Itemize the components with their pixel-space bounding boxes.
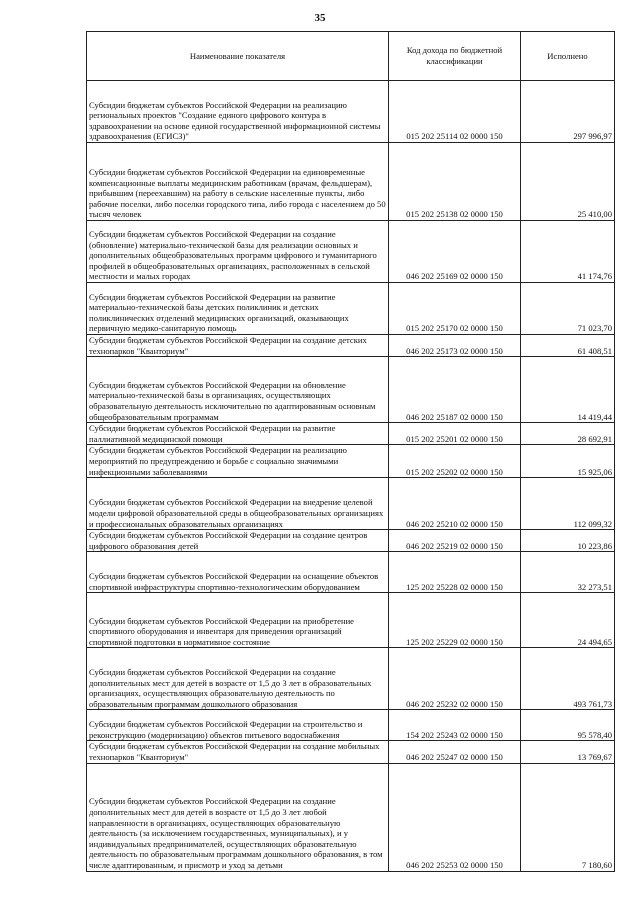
row-code: 046 202 25219 02 0000 150 [389, 530, 521, 552]
row-value: 41 174,76 [521, 221, 615, 283]
table-row [87, 283, 615, 335]
table-row [87, 741, 615, 763]
row-code: 015 202 25114 02 0000 150 [389, 81, 521, 143]
row-name: Субсидии бюджетам субъектов Российской Федерации на единовременные компенсационные выплаты медицинским работникам (врачам, фельдшерам), прибывшим (переехавшим) на работу в сельские населенные пункты, либо рабочие поселки, либо поселки городского типа, либо города с населением до 50 тысяч человек [87, 143, 389, 221]
row-name: Субсидии бюджетам субъектов Российской Федерации на приобретение спортивного оборудования и инвентаря для приведения организаций спортивной подготовки в нормативное состояние [87, 593, 389, 648]
row-name: Субсидии бюджетам субъектов Российской Федерации на оснащение объектов спортивной инфраструктуры спортивно-технологическим оборудованием [87, 552, 389, 593]
row-code: 015 202 25201 02 0000 150 [389, 423, 521, 445]
row-code: 015 202 25138 02 0000 150 [389, 143, 521, 221]
table-row [87, 143, 615, 221]
row-value: 112 099,32 [521, 478, 615, 530]
table-row [87, 648, 615, 710]
row-code: 046 202 25232 02 0000 150 [389, 648, 521, 710]
row-value: 25 410,00 [521, 143, 615, 221]
row-name: Субсидии бюджетам субъектов Российской Федерации на развитие материально-технической базы детских поликлиник и детских поликлинических отделений медицинских организаций, оказывающих первичную медико-санитарную помощь [87, 283, 389, 335]
row-value: 71 023,70 [521, 283, 615, 335]
table-row [87, 530, 615, 552]
table-row [87, 710, 615, 741]
row-code: 125 202 25228 02 0000 150 [389, 552, 521, 593]
row-value: 14 419,44 [521, 357, 615, 423]
table-row [87, 81, 615, 143]
row-value: 15 925,06 [521, 445, 615, 478]
header-value: Исполнено [521, 32, 615, 81]
row-name: Субсидии бюджетам субъектов Российской Федерации на создание (обновление) материально-технической базы для реализации основных и дополнительных общеобразовательных программ цифрового и гуманитарного профилей в общеобразовательных организациях, расположенных в сельской местности и малых городах [87, 221, 389, 283]
row-code: 154 202 25243 02 0000 150 [389, 710, 521, 741]
row-code: 046 202 25253 02 0000 150 [389, 763, 521, 871]
row-name: Субсидии бюджетам субъектов Российской Федерации на развитие паллиативной медицинской помощи [87, 423, 389, 445]
row-code: 125 202 25229 02 0000 150 [389, 593, 521, 648]
row-name: Субсидии бюджетам субъектов Российской Федерации на реализацию региональных проектов "Создание единого цифрового контура в здравоохранении на основе единой государственной информационной системы здравоохранения (ЕГИСЗ)" [87, 81, 389, 143]
row-name: Субсидии бюджетам субъектов Российской Федерации на создание дополнительных мест для детей в возрасте от 1,5 до 3 лет любой направленности в организациях, осуществляющих образовательную деятельность (за исключением государственных, муниципальных), и у индивидуальных предпринимателей, осуществляющих образовательную деятельность по образовательным программам дошкольного образования, в том числе адаптированным, и присмотр и уход за детьми [87, 763, 389, 871]
row-value: 24 494,65 [521, 593, 615, 648]
row-value: 61 408,51 [521, 335, 615, 357]
page-number: 35 [314, 12, 326, 24]
row-value: 493 761,73 [521, 648, 615, 710]
row-value: 28 692,91 [521, 423, 615, 445]
table-row [87, 445, 615, 478]
row-name: Субсидии бюджетам субъектов Российской Федерации на создание мобильных технопарков "Кванториум" [87, 741, 389, 763]
table-row [87, 763, 615, 871]
row-value: 7 180,60 [521, 763, 615, 871]
table-row [87, 335, 615, 357]
table-row [87, 552, 615, 593]
row-code: 015 202 25202 02 0000 150 [389, 445, 521, 478]
row-name: Субсидии бюджетам субъектов Российской Федерации на реализацию мероприятий по предупреждению и борьбе с социально значимыми инфекционными заболеваниями [87, 445, 389, 478]
row-code: 046 202 25173 02 0000 150 [389, 335, 521, 357]
row-name: Субсидии бюджетам субъектов Российской Федерации на создание детских технопарков "Кванториум" [87, 335, 389, 357]
row-value: 297 996,97 [521, 81, 615, 143]
row-name: Субсидии бюджетам субъектов Российской Федерации на создание центров цифрового образования детей [87, 530, 389, 552]
row-name: Субсидии бюджетам субъектов Российской Федерации на строительство и реконструкцию (модернизацию) объектов питьевого водоснабжения [87, 710, 389, 741]
row-code: 015 202 25170 02 0000 150 [389, 283, 521, 335]
row-value: 95 578,40 [521, 710, 615, 741]
row-code: 046 202 25169 02 0000 150 [389, 221, 521, 283]
table-row [87, 423, 615, 445]
table-row [87, 478, 615, 530]
row-value: 32 273,51 [521, 552, 615, 593]
row-value: 13 769,67 [521, 741, 615, 763]
row-name: Субсидии бюджетам субъектов Российской Федерации на обновление материально-технической базы в организациях, осуществляющих образовательную деятельность исключительно по адаптированным основным общеобразовательным программам [87, 357, 389, 423]
row-name: Субсидии бюджетам субъектов Российской Федерации на создание дополнительных мест для детей в возрасте от 1,5 до 3 лет в образовательных организациях, осуществляющих образовательную деятельность по образовательным программам дошкольного образования [87, 648, 389, 710]
header-code: Код дохода по бюджетной классификации [389, 32, 521, 81]
table-row [87, 221, 615, 283]
row-code: 046 202 25187 02 0000 150 [389, 357, 521, 423]
table-row [87, 593, 615, 648]
header-name: Наименование показателя [87, 32, 389, 81]
table-header-row [87, 32, 615, 81]
row-value: 10 223,86 [521, 530, 615, 552]
budget-table [86, 31, 615, 872]
row-code: 046 202 25210 02 0000 150 [389, 478, 521, 530]
row-name: Субсидии бюджетам субъектов Российской Федерации на внедрение целевой модели цифровой образовательной среды в общеобразовательных организациях и профессиональных образовательных организациях [87, 478, 389, 530]
row-code: 046 202 25247 02 0000 150 [389, 741, 521, 763]
table-row [87, 357, 615, 423]
